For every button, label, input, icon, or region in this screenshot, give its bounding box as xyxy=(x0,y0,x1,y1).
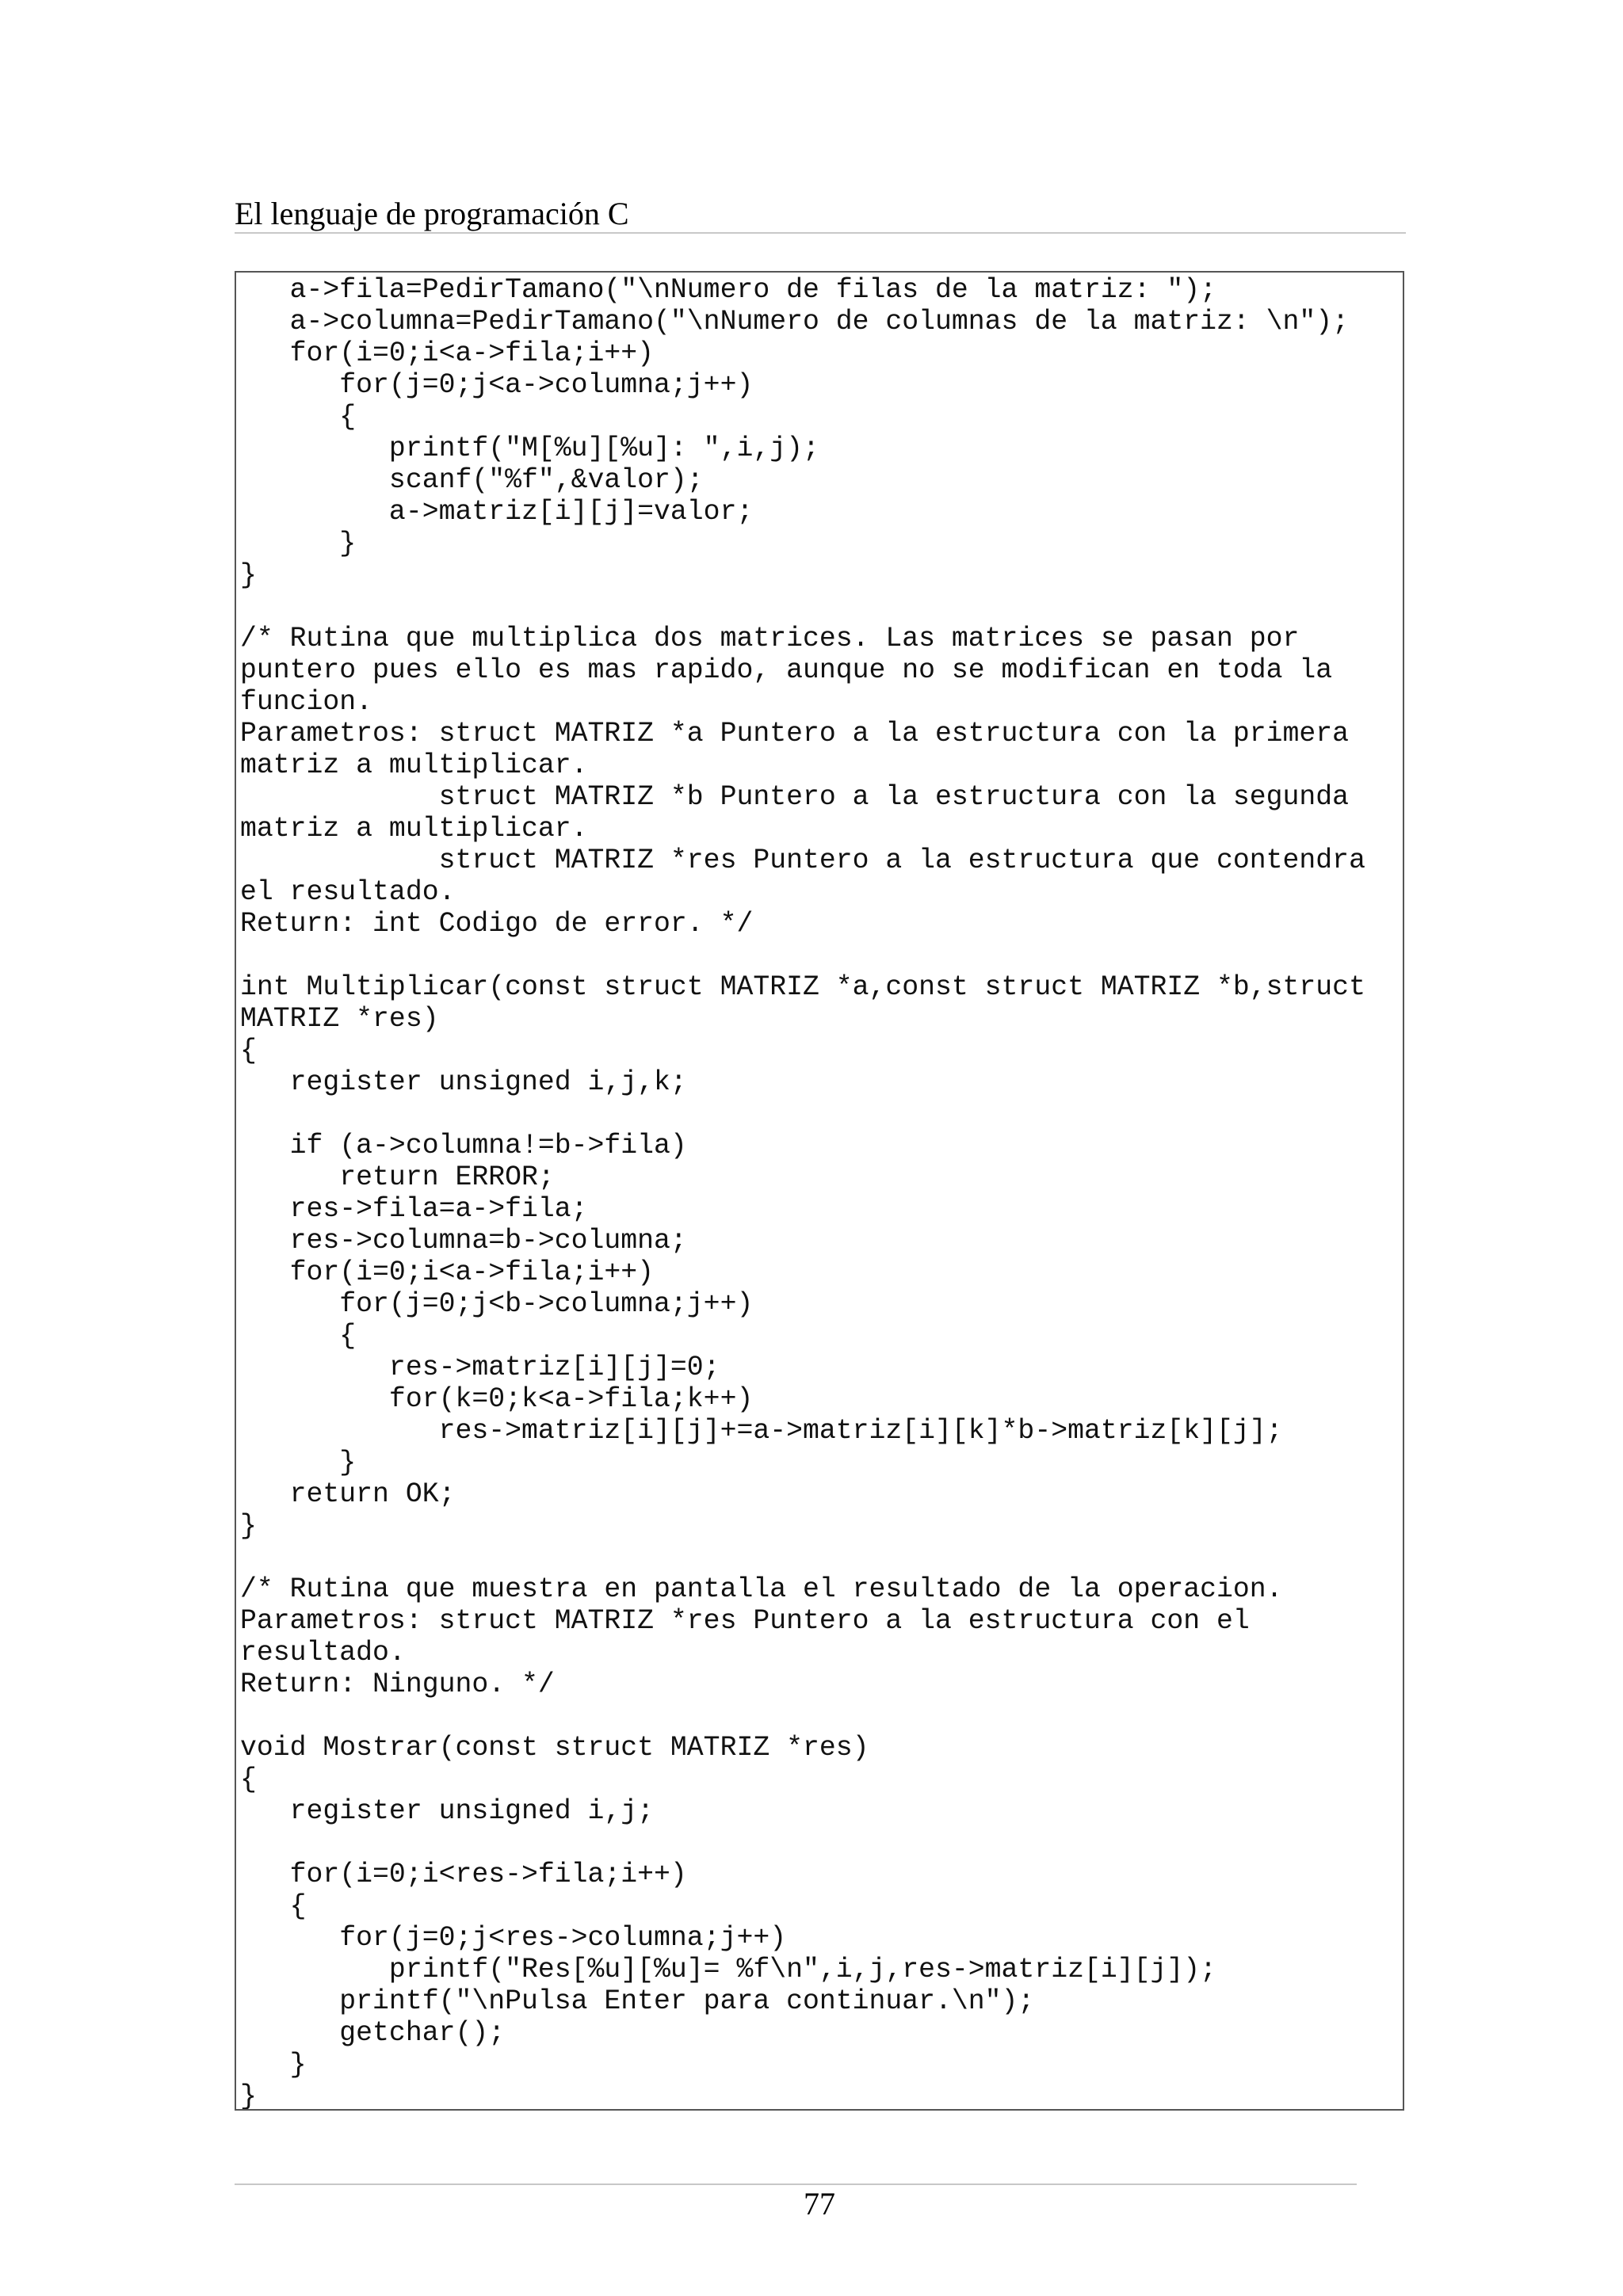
code-line: } xyxy=(240,2050,307,2081)
code-line: register unsigned i,j; xyxy=(240,1796,655,1827)
code-line: MATRIZ *res) xyxy=(240,1004,439,1035)
code-line: matriz a multiplicar. xyxy=(240,750,588,781)
code-line: { xyxy=(240,1891,307,1922)
code-line: a->matriz[i][j]=valor; xyxy=(240,497,754,528)
code-line: scanf("%f",&valor); xyxy=(240,465,704,496)
code-line: res->matriz[i][j]+=a->matriz[i][k]*b->matriz[k][j]; xyxy=(240,1416,1283,1447)
header-divider xyxy=(235,232,1406,234)
code-line: /* Rutina que muestra en pantalla el resultado de la operacion. xyxy=(240,1574,1283,1605)
code-line: } xyxy=(240,528,357,559)
code-listing-frame xyxy=(235,271,1404,2111)
code-line: Parametros: struct MATRIZ *a Puntero a la estructura con la primera xyxy=(240,719,1350,749)
code-line: { xyxy=(240,1035,257,1066)
code-line: res->matriz[i][j]=0; xyxy=(240,1352,720,1383)
code-line: for(j=0;j<a->columna;j++) xyxy=(240,370,754,401)
code-line: { xyxy=(240,402,357,433)
code-line xyxy=(240,1099,1365,1131)
code-line: { xyxy=(240,1764,257,1795)
code-line: for(i=0;i<a->fila;i++) xyxy=(240,1257,655,1288)
code-line: return ERROR; xyxy=(240,1162,555,1193)
code-line: return OK; xyxy=(240,1479,456,1510)
page-number: 77 xyxy=(804,2186,835,2222)
code-line xyxy=(240,1828,1365,1859)
code-line xyxy=(240,940,1365,972)
code-line: matriz a multiplicar. xyxy=(240,814,588,845)
code-line: } xyxy=(240,1447,357,1478)
code-line: a->fila=PedirTamano("\nNumero de filas de la matriz: "); xyxy=(240,275,1217,306)
code-line: register unsigned i,j,k; xyxy=(240,1067,687,1098)
code-line: } xyxy=(240,560,257,591)
code-line: resultado. xyxy=(240,1638,406,1669)
code-line: printf("Res[%u][%u]= %f\n",i,j,res->matriz[i][j]); xyxy=(240,1955,1217,1985)
code-line xyxy=(240,1543,1365,1574)
code-line: Return: int Codigo de error. */ xyxy=(240,909,754,940)
running-header-title: El lenguaje de programación C xyxy=(235,196,629,231)
code-line: if (a->columna!=b->fila) xyxy=(240,1131,687,1161)
code-line: /* Rutina que multiplica dos matrices. Las matrices se pasan por xyxy=(240,624,1300,654)
code-line: funcion. xyxy=(240,687,373,718)
code-line: el resultado. xyxy=(240,877,456,908)
code-line: res->fila=a->fila; xyxy=(240,1194,588,1225)
code-line: struct MATRIZ *b Puntero a la estructura con la segunda xyxy=(240,782,1350,813)
code-line: getchar(); xyxy=(240,2018,506,2049)
code-line: printf("M[%u][%u]: ",i,j); xyxy=(240,433,819,464)
code-line: struct MATRIZ *res Puntero a la estructura que contendra xyxy=(240,845,1365,876)
code-line: { xyxy=(240,1321,357,1352)
code-line: void Mostrar(const struct MATRIZ *res) xyxy=(240,1733,869,1764)
code-line: printf("\nPulsa Enter para continuar.\n"); xyxy=(240,1986,1035,2017)
code-line: res->columna=b->columna; xyxy=(240,1226,687,1257)
code-line: puntero pues ello es mas rapido, aunque no se modifican en toda la xyxy=(240,655,1333,686)
code-line: } xyxy=(240,1511,257,1542)
code-line: int Multiplicar(const struct MATRIZ *a,const struct MATRIZ *b,struct xyxy=(240,972,1365,1003)
code-line: Parametros: struct MATRIZ *res Puntero a la estructura con el xyxy=(240,1606,1250,1637)
code-line: Return: Ninguno. */ xyxy=(240,1669,555,1700)
code-line xyxy=(240,592,1365,624)
code-line: for(i=0;i<a->fila;i++) xyxy=(240,338,655,369)
code-line: for(k=0;k<a->fila;k++) xyxy=(240,1384,754,1415)
code-line: } xyxy=(240,2081,257,2111)
code-line: for(j=0;j<b->columna;j++) xyxy=(240,1289,754,1320)
code-line: for(j=0;j<res->columna;j++) xyxy=(240,1923,787,1954)
code-listing xyxy=(240,275,1365,2111)
code-line: a->columna=PedirTamano("\nNumero de columnas de la matriz: \n"); xyxy=(240,307,1350,338)
code-line xyxy=(240,1701,1365,1733)
code-line: for(i=0;i<res->fila;i++) xyxy=(240,1859,687,1890)
